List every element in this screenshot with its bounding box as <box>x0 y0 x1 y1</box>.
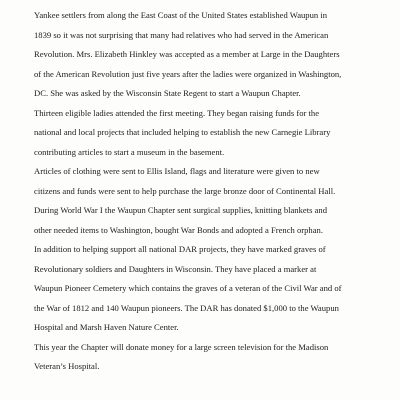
text-line: of the American Revolution just five years after the ladies were organized in Washington, <box>34 68 342 79</box>
document-body <box>34 6 386 377</box>
paragraph-ellis-island <box>34 162 386 201</box>
text-line: 1839 so it was not surprising that many had relatives who had served in the American <box>34 29 329 40</box>
text-line: other needed items to Washington, bought War Bonds and adopted a French orphan. <box>34 224 323 235</box>
text-line: DC. She was asked by the Wisconsin State Regent to start a Waupun Chapter. <box>34 88 301 98</box>
paragraph-world-war-one <box>34 201 386 240</box>
text-line: During World War I the Waupun Chapter sent surgical supplies, knitting blankets and <box>34 205 328 215</box>
text-line: Yankee settlers from along the East Coast of the United States established Waupun in <box>34 10 328 20</box>
text-line: This year the Chapter will donate money for a large screen television for the Madison <box>34 341 329 352</box>
paragraph-television-donation <box>34 338 386 377</box>
paragraph-first-meeting <box>34 104 386 163</box>
text-line: the War of 1812 and 140 Waupun pioneers. The DAR has donated $1,000 to the Waupun <box>34 302 339 313</box>
text-line: Revolutionary soldiers and Daughters in Wisconsin. They have placed a marker at <box>34 263 317 274</box>
text-line: contributing articles to start a museum in the basement. <box>34 146 225 157</box>
text-line: Hospital and Marsh Haven Nature Center. <box>34 322 179 332</box>
text-line: national and local projects that included helping to establish the new Carnegie Library <box>34 127 331 137</box>
text-line: Waupun Pioneer Cemetery which contains the graves of a veteran of the Civil War and of <box>34 283 342 293</box>
paragraph-graves-marker <box>34 240 386 338</box>
text-line: Articles of clothing were sent to Ellis Island, flags and literature were given to new <box>34 166 320 176</box>
text-line: Veteran’s Hospital. <box>34 361 100 371</box>
text-line: Revolution. Mrs. Elizabeth Hinkley was accepted as a member at Large in the Daughters <box>34 49 340 59</box>
text-line: Thirteen eligible ladies attended the first meeting. They began raising funds for the <box>34 107 320 118</box>
text-line: citizens and funds were sent to help purchase the large bronze door of Continental Hall. <box>34 185 336 196</box>
paragraph-waupun-history <box>34 6 386 104</box>
text-line: In addition to helping support all national DAR projects, they have marked graves of <box>34 244 326 254</box>
